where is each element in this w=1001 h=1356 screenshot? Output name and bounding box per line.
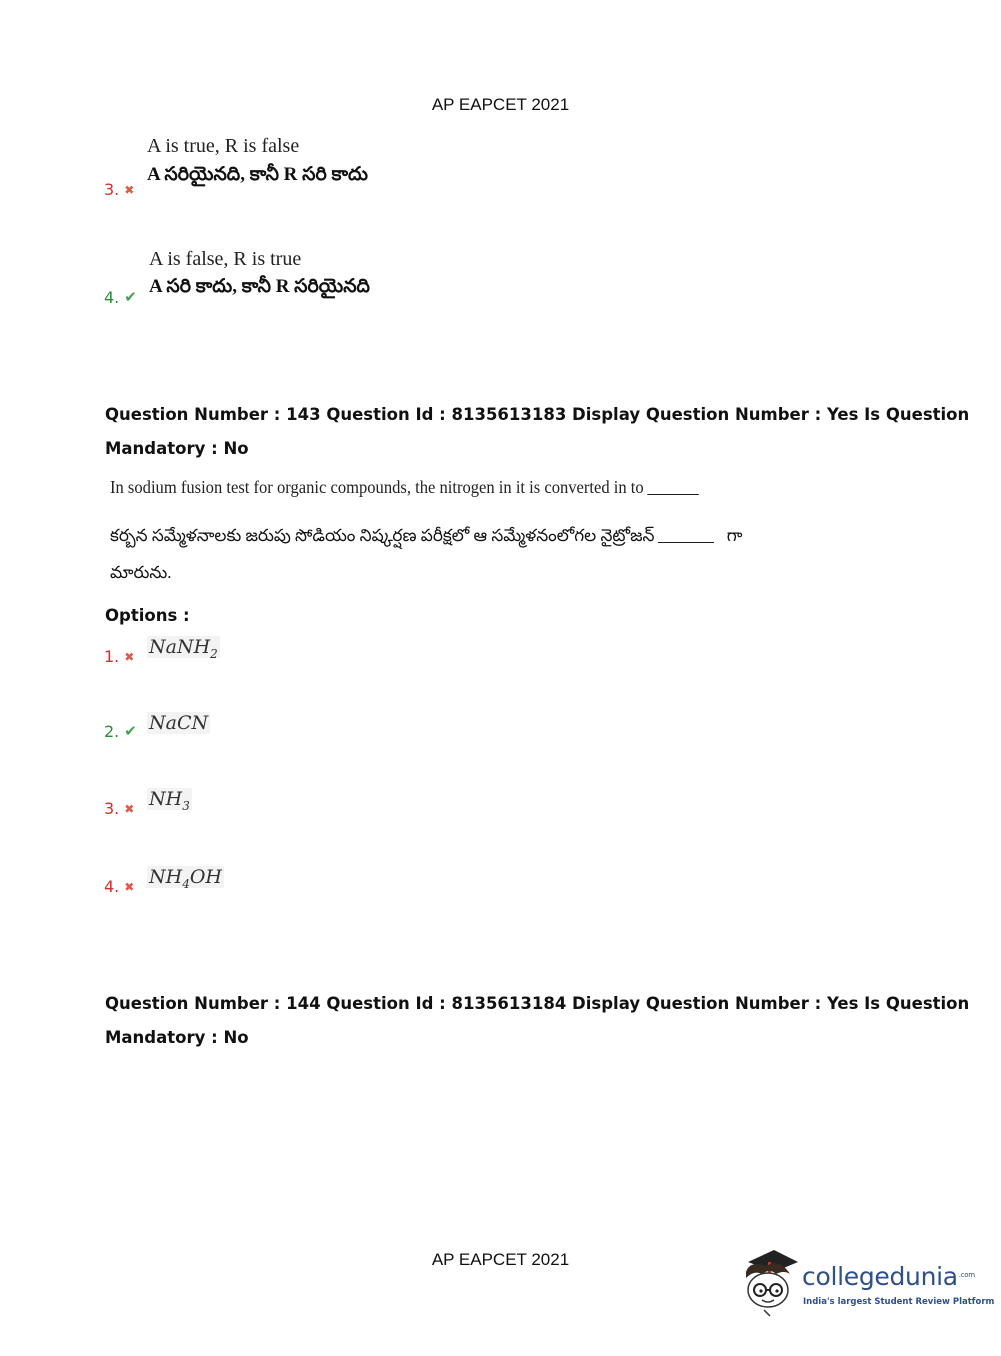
question-143-header-line1: Question Number : 143 Question Id : 8135613183 Display Question Number : Yes Is Question <box>105 405 970 424</box>
page-header-title: AP EAPCET 2021 <box>431 95 570 114</box>
option-number: 4. <box>104 288 120 307</box>
wrong-mark-icon: ✖ <box>124 183 135 197</box>
answer-blank <box>658 542 714 543</box>
logo-name: collegedunia <box>802 1262 958 1291</box>
wrong-mark-icon: ✖ <box>124 880 135 894</box>
option-number: 1. <box>104 647 120 666</box>
option-4-marker <box>104 877 134 896</box>
wrong-mark-icon: ✖ <box>124 802 135 816</box>
collegedunia-mascot-logo <box>740 1248 802 1318</box>
formula-main: NaNH <box>149 636 211 658</box>
check-mark-icon: ✔ <box>124 722 137 740</box>
prev-option-4-marker <box>104 288 137 307</box>
question-text-telugu: కర్బన సమ్మేళనాలకు జరుపు సోడియం నిష్కర్షణ పరీక్షలో ఆ సమ్మేళనంలోగల నైట్రోజన్ <box>110 526 655 545</box>
option-number: 3. <box>104 180 120 199</box>
question-143-header-line2: Mandatory : No <box>105 439 249 458</box>
formula-main: NH <box>149 788 183 810</box>
formula-subscript: 3 <box>182 798 190 813</box>
option-number: 3. <box>104 799 120 818</box>
formula-tail: OH <box>189 866 222 888</box>
question-143-text-telugu <box>110 526 742 550</box>
wrong-mark-icon: ✖ <box>124 650 135 664</box>
option-3-formula <box>147 788 192 813</box>
prev-option-3-marker <box>104 180 134 199</box>
option-2-formula <box>147 712 210 734</box>
question-144-header-line1: Question Number : 144 Question Id : 8135613184 Display Question Number : Yes Is Question <box>105 994 970 1013</box>
option-3-marker <box>104 799 134 818</box>
page-footer-title: AP EAPCET 2021 <box>431 1250 570 1269</box>
check-mark-icon: ✔ <box>124 288 137 306</box>
question-text: In sodium fusion test for organic compounds, the nitrogen in it is converted in to <box>110 477 644 497</box>
answer-blank <box>647 494 699 495</box>
formula-main: NaCN <box>149 712 209 734</box>
logo-tagline: India's largest Student Review Platform <box>803 1297 995 1307</box>
option-number: 4. <box>104 877 120 896</box>
question-143-text-telugu-line2: మారును. <box>110 563 172 582</box>
prev-option-3-english: A is true, R is false <box>147 135 300 157</box>
prev-option-4-english: A is false, R is true <box>149 248 302 270</box>
formula-subscript: 2 <box>210 646 218 661</box>
prev-option-3-telugu: A సరియైనది, కానీ R సరి కాదు <box>147 164 368 185</box>
prev-option-4-telugu: A సరి కాదు, కానీ R సరియైనది <box>149 276 370 297</box>
question-144-header-line2: Mandatory : No <box>105 1028 249 1047</box>
question-143-text-english <box>110 477 699 498</box>
logo-domain-suffix: .com <box>958 1271 975 1279</box>
option-2-marker <box>104 722 137 741</box>
question-text-telugu-suffix: గా <box>726 526 743 545</box>
options-label: Options : <box>105 606 190 625</box>
logo-wordmark <box>802 1262 975 1291</box>
option-1-formula <box>147 636 220 661</box>
formula-main: NH <box>149 866 183 888</box>
formula-subscript: 4 <box>182 876 190 891</box>
option-1-marker <box>104 647 134 666</box>
option-4-formula <box>147 866 224 891</box>
option-number: 2. <box>104 722 120 741</box>
